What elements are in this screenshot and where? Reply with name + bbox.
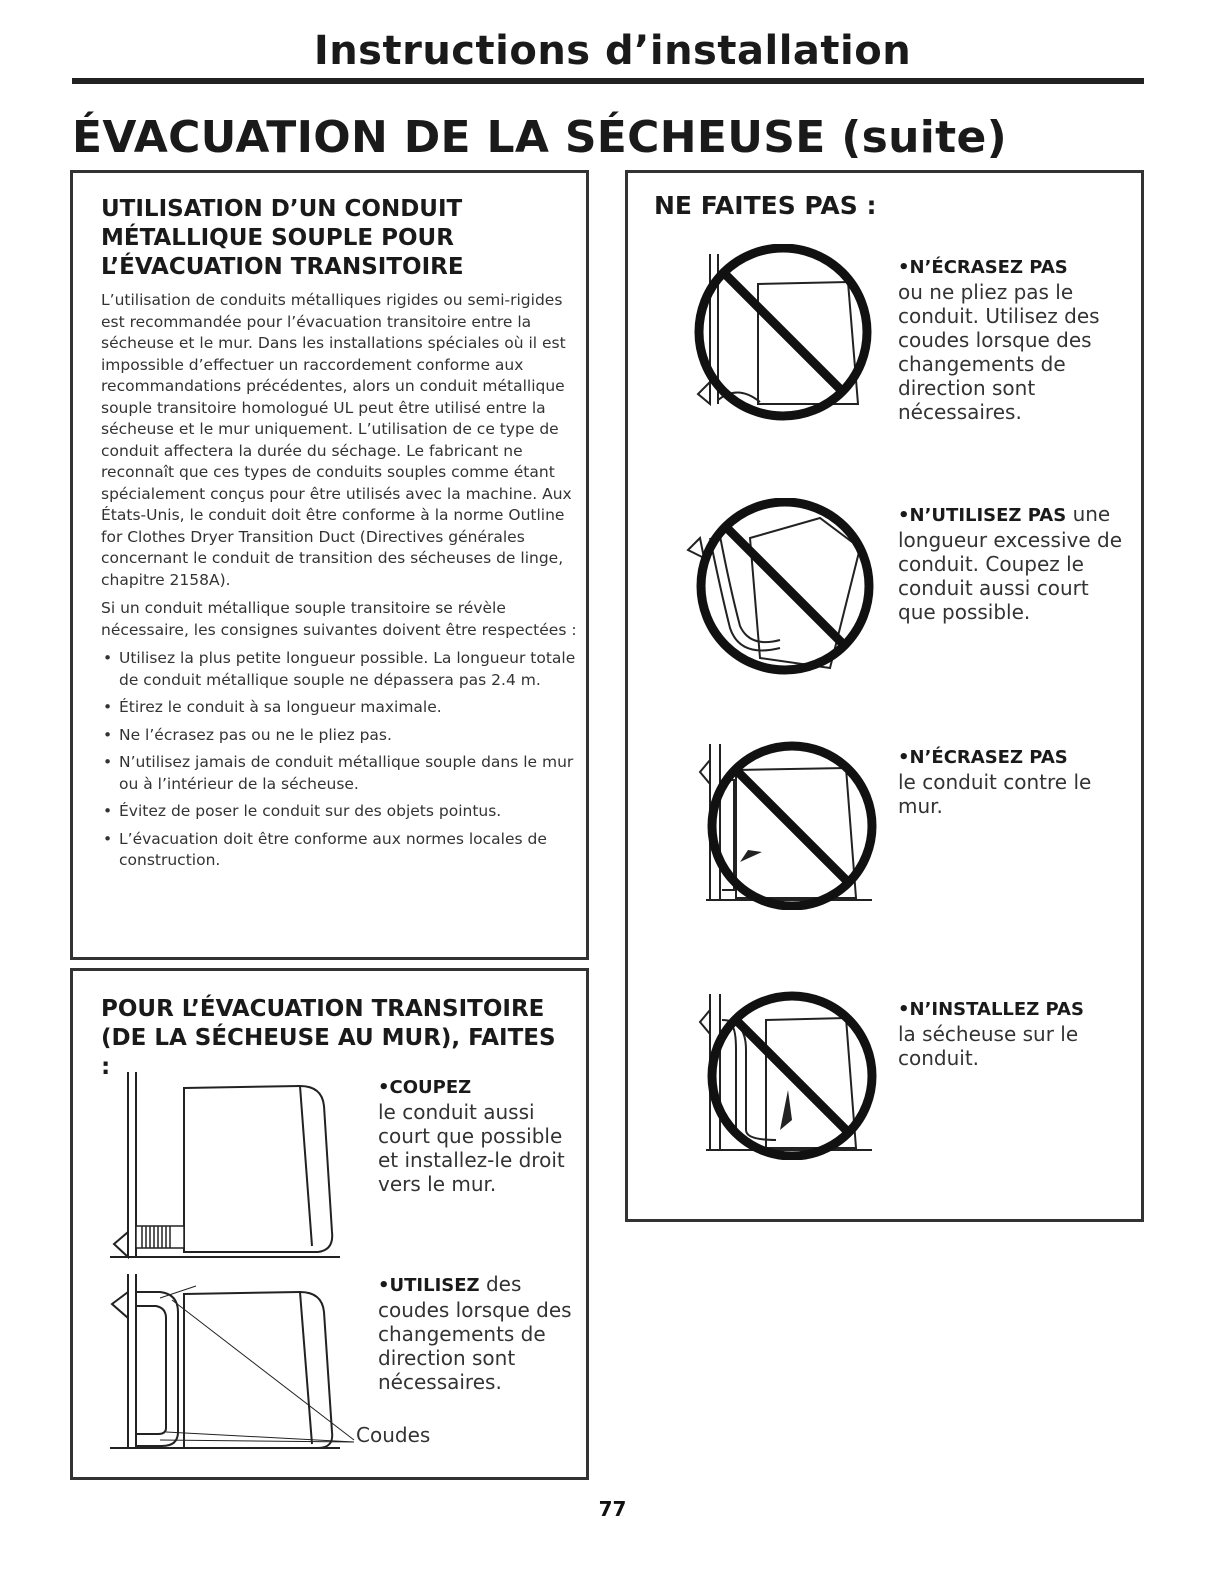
prohibited-long-duct-illustration — [680, 498, 880, 678]
prohibited-crushed-duct-illustration — [688, 244, 878, 424]
dont-tip-crush: •N’ÉCRASEZ PAS ou ne pliez pas le conduit. Utilisez des coudes lorsque des changements de direction sont nécessaires. — [898, 257, 1100, 424]
dont-tip-excess: •N’UTILISEZ PAS une longueur excessive de conduit. Coupez le conduit aussi court que possible. — [898, 502, 1123, 624]
header-rule — [72, 78, 1144, 84]
do-tip-elbows-text: des coudes lorsque des changements de direction sont nécessaires. — [378, 1272, 572, 1394]
flexible-duct-heading: UTILISATION D’UN CONDUIT MÉTALLIQUE SOUPLE POUR L’ÉVACUATION TRANSITOIRE — [101, 196, 464, 280]
straight-duct-illustration — [100, 1062, 340, 1277]
prohibited-dryer-on-duct-illustration — [696, 990, 886, 1160]
flexible-duct-box — [70, 170, 589, 960]
page-number: 77 — [598, 1497, 627, 1521]
page-header-title: Instructions d’installation — [313, 28, 912, 74]
do-tip-elbows-emphasis: UTILISEZ — [389, 1275, 480, 1296]
dont-tip-wall-text: le conduit contre le mur. — [898, 770, 1092, 818]
do-tip-elbows — [378, 1272, 578, 1394]
do-tip-cut-bullet: • — [378, 1077, 390, 1098]
dont-heading: NE FAITES PAS : — [654, 191, 877, 220]
section-title: ÉVACUATION DE LA SÉCHEUSE (suite) — [72, 112, 1008, 163]
bullet-item: • Évitez de poser le conduit sur des objets pointus. — [101, 801, 583, 823]
elbow-label: Coudes — [356, 1423, 431, 1447]
do-heading: POUR L’ÉVACUATION TRANSITOIRE (DE LA SÉCHEUSE AU MUR), FAITES : — [101, 996, 556, 1080]
bullet-item: • L’évacuation doit être conforme aux normes locales de construction. — [101, 829, 583, 872]
flexible-duct-bullets — [101, 648, 583, 872]
dont-tip-install: •N’INSTALLEZ PAS la sécheuse sur le conduit. — [898, 999, 1084, 1070]
dont-tip-excess-emphasis: N’UTILISEZ PAS — [909, 505, 1067, 526]
do-tip-cut-emphasis: COUPEZ — [389, 1077, 472, 1098]
dont-tip-crush-text: ou ne pliez pas le conduit. Utilisez des coudes lorsque des changements de direction sont nécessaires. — [898, 280, 1100, 424]
dont-tip-install-emphasis: N’INSTALLEZ PAS — [909, 999, 1084, 1020]
do-tip-cut — [378, 1074, 578, 1196]
dont-tip-wall-emphasis: N’ÉCRASEZ PAS — [909, 747, 1068, 768]
flexible-duct-paragraph-1: L’utilisation de conduits métalliques rigides ou semi-rigides est recommandée pour l’évacuation transitoire entre la sécheuse et le mur. Dans les installations spéciales où il est impossible d’effectuer un raccordement conforme aux recommandations précédentes, alors un conduit métallique souple transitoire homologué UL peut être utilisé entre la sécheuse et le mur uniquement. L’utilisation de ce type de conduit affectera la durée du séchage. Le fabricant ne reconnaît que ces types de conduits souples comme étant spécialement conçus pour être utilisés avec la machine. Aux États-Unis, le conduit doit être conforme à la norme Outline for Clothes Dryer Transition Duct (Directives générales concernant le conduit de transition des sécheuses de linge, chapitre 2158A). — [101, 291, 572, 589]
flexible-duct-body — [101, 290, 583, 878]
dont-tip-install-text: la sécheuse sur le conduit. — [898, 1022, 1079, 1070]
elbow-duct-illustration — [100, 1272, 360, 1462]
prohibited-wall-crush-illustration — [696, 740, 886, 910]
dont-tip-crush-emphasis: N’ÉCRASEZ PAS — [909, 257, 1068, 278]
dont-tip-excess-text: une longueur excessive de conduit. Coupez le conduit aussi court que possible. — [898, 502, 1123, 624]
dont-tip-wall: •N’ÉCRASEZ PAS le conduit contre le mur. — [898, 747, 1092, 818]
do-tip-elbows-bullet: • — [378, 1275, 390, 1296]
bullet-item: • Ne l’écrasez pas ou ne le pliez pas. — [101, 725, 583, 747]
bullet-item: • Utilisez la plus petite longueur possible. La longueur totale de conduit métallique souple ne dépassera pas 2.4 m. — [101, 648, 583, 691]
bullet-item: • Étirez le conduit à sa longueur maximale. — [101, 697, 583, 719]
bullet-item: • N’utilisez jamais de conduit métallique souple dans le mur ou à l’intérieur de la sécheuse. — [101, 752, 583, 795]
do-tip-cut-text: le conduit aussi court que possible et installez-le droit vers le mur. — [378, 1100, 565, 1196]
flexible-duct-paragraph-2: Si un conduit métallique souple transitoire se révèle nécessaire, les consignes suivantes doivent être respectées : — [101, 599, 577, 639]
